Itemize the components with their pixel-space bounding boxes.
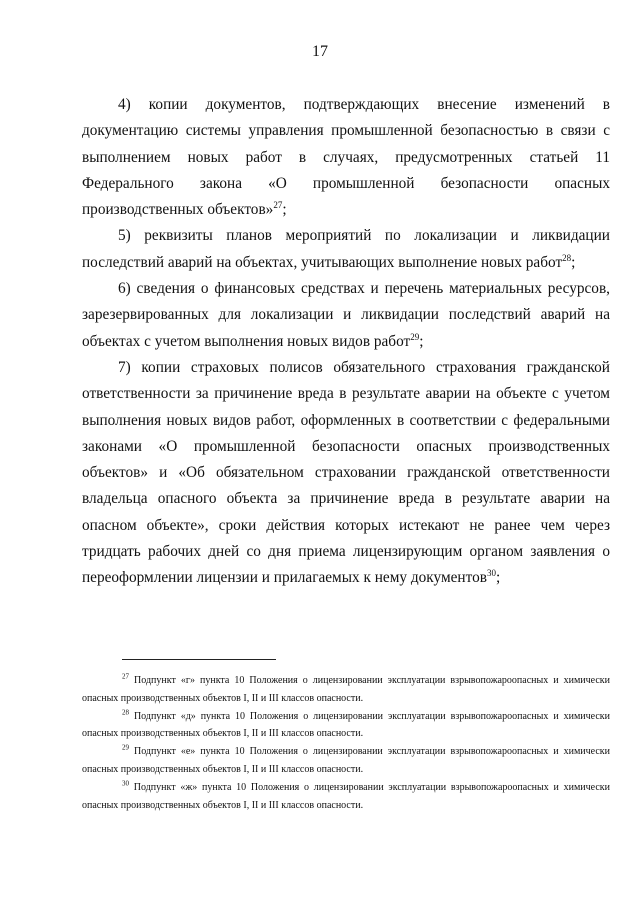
footnote-27 (82, 672, 610, 707)
paragraph-tail: ; (282, 201, 287, 219)
paragraph-text: 6) сведения о финансовых средствах и перечень материальных ресурсов, зарезервированных для локализации и ликвидации последствий аварий на объектах с учетом выполнения новых видов работ (82, 280, 610, 350)
paragraph-text: 5) реквизиты планов мероприятий по локализации и ликвидации последствий аварий на объектах, учитывающих выполнение новых работ (82, 227, 610, 271)
footnote-mark: 28 (122, 708, 129, 717)
footnote-29 (82, 743, 610, 778)
footnote-separator (122, 659, 276, 660)
footnote-text: Подпункт «е» пункта 10 Положения о лицензировании эксплуатации взрывопожароопасных и химически опасных производственных объектов I, II и III классов опасности. (82, 746, 611, 775)
footnote-reference: 28 (562, 252, 572, 263)
footnotes-section (82, 672, 610, 814)
footnote-reference: 30 (486, 568, 496, 579)
footnote-mark: 27 (122, 672, 129, 681)
paragraph-tail: ; (571, 253, 576, 271)
paragraph-item-7 (82, 355, 610, 592)
paragraph-item-6 (82, 276, 610, 355)
paragraph-item-4 (82, 92, 610, 223)
footnote-reference: 29 (410, 331, 420, 342)
footnote-mark: 29 (122, 744, 129, 753)
footnote-text: Подпункт «ж» пункта 10 Положения о лицензировании эксплуатации взрывопожароопасных и химически опасных производственных объектов I, II и III классов опасности. (82, 782, 610, 811)
paragraph-text: 4) копии документов, подтверждающих внесение изменений в документацию системы управления промышленной безопасностью в связи с выполнением новых работ в случаях, предусмотренных статьей 11 Федерального закона «О промышленной безопасности опасных производственных объектов» (82, 96, 610, 219)
footnote-reference: 27 (273, 200, 283, 211)
paragraph-tail: ; (419, 332, 424, 350)
footnote-mark: 30 (122, 779, 129, 788)
page-number: 17 (312, 43, 328, 60)
document-body (82, 92, 610, 592)
footnote-30 (82, 779, 610, 814)
paragraph-item-5 (82, 223, 610, 276)
paragraph-tail: ; (495, 569, 501, 587)
footnote-text: Подпункт «г» пункта 10 Положения о лицензировании эксплуатации взрывопожароопасных и химически опасных производственных объектов I, II и III классов опасности. (82, 675, 611, 704)
footnote-28 (82, 708, 610, 743)
footnote-text: Подпункт «д» пункта 10 Положения о лицензировании эксплуатации взрывопожароопасных и химически опасных производственных объектов I, II и III классов опасности. (82, 710, 610, 740)
paragraph-text: 7) копии страховых полисов обязательного страхования гражданской ответственности за причинение вреда в результате аварии на объекте с учетом выполнения новых видов работ, оформленных в соответствии с федеральными законами «О промышленной безопасности опасных производственных объектов» и «Об обязательном страховании гражданской ответственности владельца опасного объекта за причинение вреда в результате аварии на опасном объекте», сроки действия которых истекают не ранее чем через тридцать рабочих дней со дня приема лицензирующим органом заявления о переоформлении лицензии и прилагаемых к нему документов (82, 358, 610, 587)
